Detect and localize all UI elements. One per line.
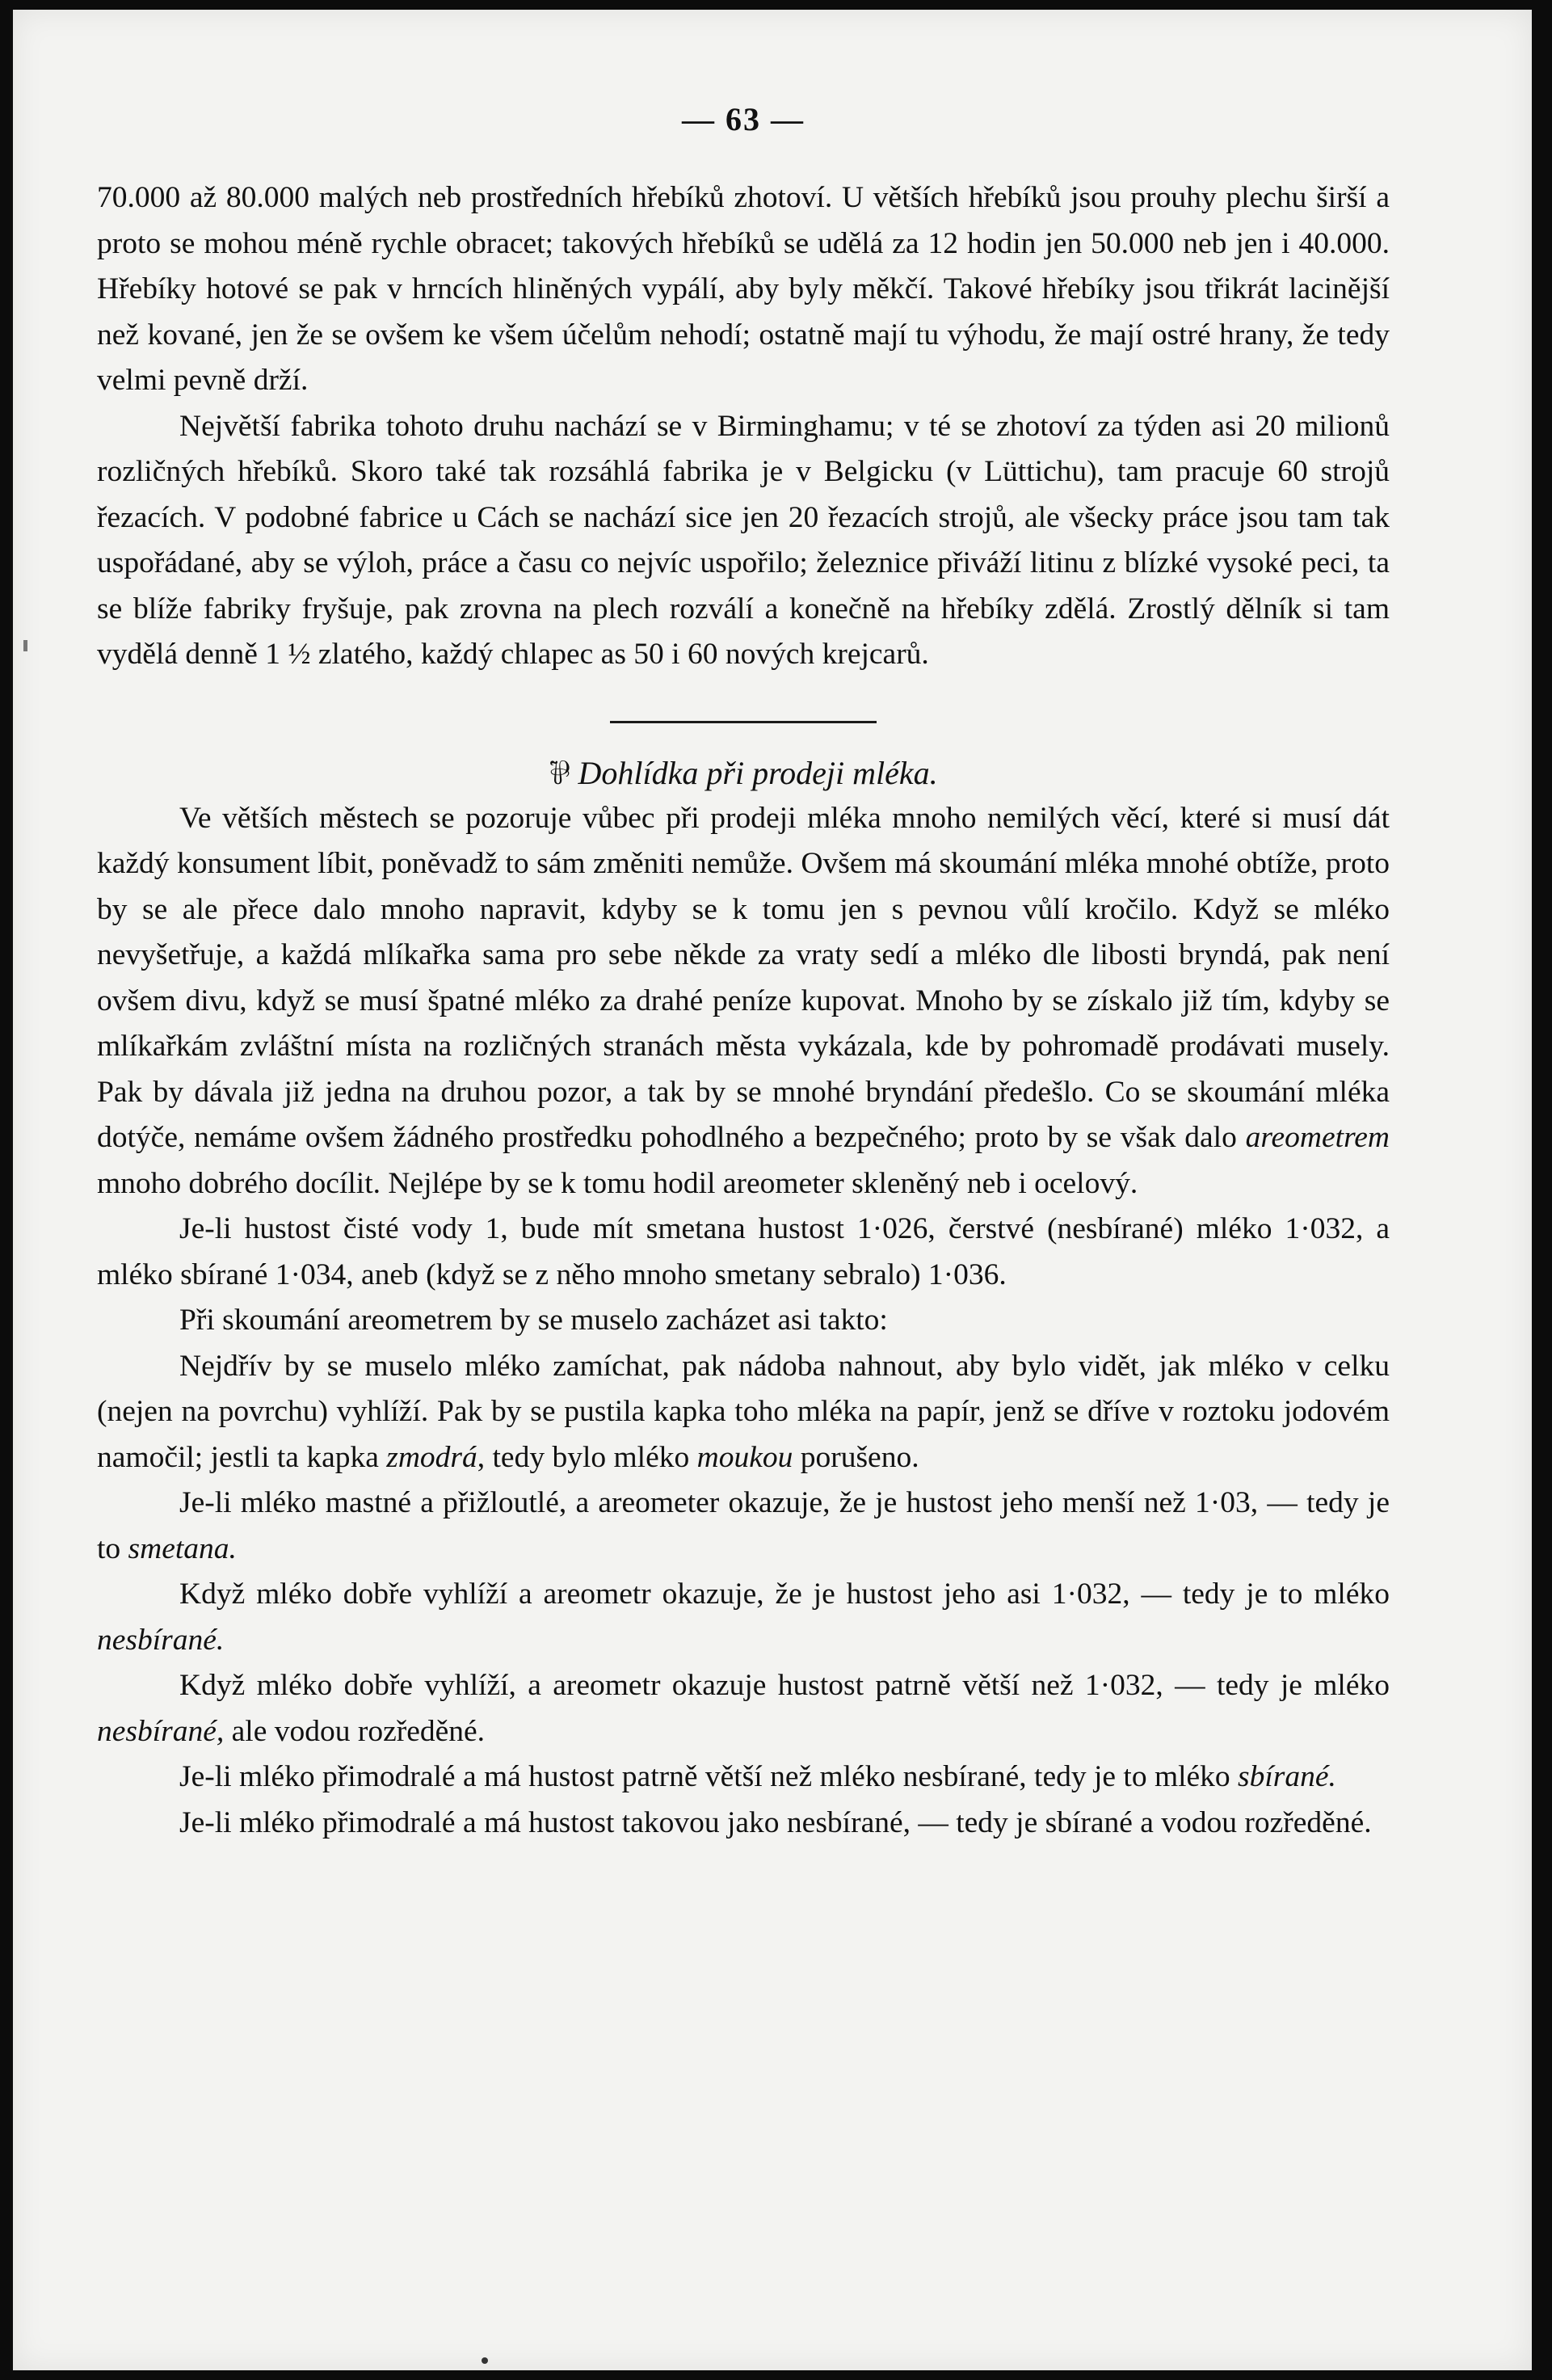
paragraph-unskimmed-text: Když mléko dobře vyhlíží a areometr okazuje, že je hustost jeho asi 1·032, — tedy je to mléko	[179, 1578, 1390, 1611]
margin-mark	[23, 640, 27, 651]
italic-term: nesbírané,	[97, 1714, 225, 1748]
paragraph-nails-end: 70.000 až 80.000 malých neb prostředních hřebíků zhotoví. U větších hřebíků jsou prouhy plechu širší a proto se mohou méně rychle obracet; takových hřebíků se udělá za 12 hodin jen 50.000 neb jen i 40.000. Hřebíky hotové se pak v hrncích hliněných vypálí, aby byly měkčí. Takové hřebíky jsou třikrát lacinější než kované, jen že se ovšem ke všem účelům nehodí; ostatně mají tu výhodu, že mají ostré hrany, že tedy velmi pevně drží.	[97, 181, 1390, 397]
section-heading	[97, 751, 1390, 796]
italic-term: zmodrá	[386, 1440, 477, 1474]
page-number: — 63 —	[682, 101, 805, 137]
paragraph-skimmed-text: Je-li mléko přimodralé a má hustost patrně větší než mléko nesbírané, tedy je to mléko	[179, 1760, 1230, 1793]
paragraph-mixing-end: porušeno.	[800, 1440, 919, 1474]
italic-term: moukou	[696, 1440, 793, 1474]
paragraph-mixing-mid: , tedy bylo mléko	[477, 1440, 690, 1474]
paragraph-milk-intro-end: mnoho dobrého docílit. Nejlépe by se k tomu hodil areometer skleněný neb i ocelový.	[97, 1166, 1138, 1200]
paragraph-skimmed	[97, 1754, 1390, 1801]
italic-term: sbírané.	[1238, 1760, 1336, 1793]
print-speck	[482, 2357, 488, 2364]
paragraph-mixing-text: Nejdřív by se muselo mléko zamíchat, pak nádoba nahnout, aby bylo vidět, jak mléko v celku (nejen na povrchu) vyhlíží. Pak by se pustila kapka toho mléka na papír, jenž se dříve v roztoku jodovém namočil; jestli ta kapka	[97, 1349, 1390, 1474]
paragraph-cream-text: Je-li mléko mastné a přižloutlé, a areometer okazuje, že je hustost jeho menší než 1·03, — tedy je to	[97, 1486, 1390, 1565]
section-heading-text: Dohlídka při prodeji mléka.	[578, 754, 938, 791]
paragraph-factories: Největší fabrika tohoto druhu nachází se v Birminghamu; v té se zhotoví za týden asi 20 milionů rozličných hřebíků. Skoro také tak rozsáhlá fabrika je v Belgicku (v Lüttichu), tam pracuje 60 strojů řezacích. V podobné fabrice u Cách se nachází sice jen 20 řezacích strojů, ale všecky práce jsou tam tak uspořádané, aby se výloh, práce a času co nejvíc uspořilo; železnice přiváží litinu z blízké vysoké peci, ta se blíže fabriky fryšuje, pak zrovna na plech rozválí a konečně na hřebíky zdělá. Zrostlý dělník si tam vydělá denně 1 ½ zlatého, každý chlapec as 50 i 60 nových krejcarů.	[97, 409, 1390, 671]
italic-term: smetana.	[128, 1531, 237, 1565]
section-mark-icon: ⅌	[549, 754, 570, 791]
scanned-page	[13, 10, 1532, 2370]
paragraph-procedure: Při skoumání areometrem by se muselo zacházet asi takto:	[179, 1304, 888, 1337]
paragraph-milk-intro-text: Ve větších městech se pozoruje vůbec při prodeji mléka mnoho nemilých věcí, které si musí dát každý konsument líbit, poněvadž to sám změniti nemůže. Ovšem má skoumání mléka mnohé obtíže, proto by se ale přece dalo mnoho napravit, kdyby se k tomu jen s pevnou vůlí kročilo. Když se mléko nevyšetřuje, a každá mlíkařka sama pro sebe někde za vraty sedí a mléko dle libosti bryndá, pak není ovšem divu, když se musí špatné mléko za drahé peníze kupovat. Mnoho by se získalo již tím, kdyby se mlíkařkám zvláštní místa na rozličných stranách města vykázala, kde by pohromadě prodávati musely. Pak by dávala již jedna na druhou pozor, a tak by se mnohé bryndání předešlo. Co se skoumání mléka dotýče, nemáme ovšem žádného prostředku pohodlného a bezpečného; proto by se však dalo	[97, 801, 1390, 1154]
paragraph-diluted-end: ale vodou rozředěné.	[231, 1714, 486, 1748]
paragraph-diluted-text: Když mléko dobře vyhlíží, a areometr okazuje hustost patrně větší než 1·032, — tedy je mléko	[179, 1669, 1390, 1702]
paragraph-skimmed-diluted: Je-li mléko přimodralé a má hustost takovou jako nesbírané, — tedy je sbírané a vodou rozředěné.	[179, 1805, 1372, 1839]
paragraph-diluted	[97, 1663, 1390, 1754]
paragraph-unskimmed	[97, 1572, 1390, 1663]
italic-term: areometrem	[1245, 1121, 1390, 1154]
body-text	[97, 175, 1390, 1846]
paragraph-mixing	[97, 1344, 1390, 1481]
italic-term: nesbírané.	[97, 1623, 225, 1657]
paragraph-density: Je-li hustost čisté vody 1, bude mít smetana hustost 1·026, čerstvé (nesbírané) mléko 1·032, a mléko sbírané 1·034, aneb (když se z něho mnoho smetany sebralo) 1·036.	[97, 1212, 1390, 1291]
paragraph-milk-intro	[97, 796, 1390, 1207]
paragraph-cream	[97, 1481, 1390, 1572]
section-divider	[610, 721, 877, 723]
